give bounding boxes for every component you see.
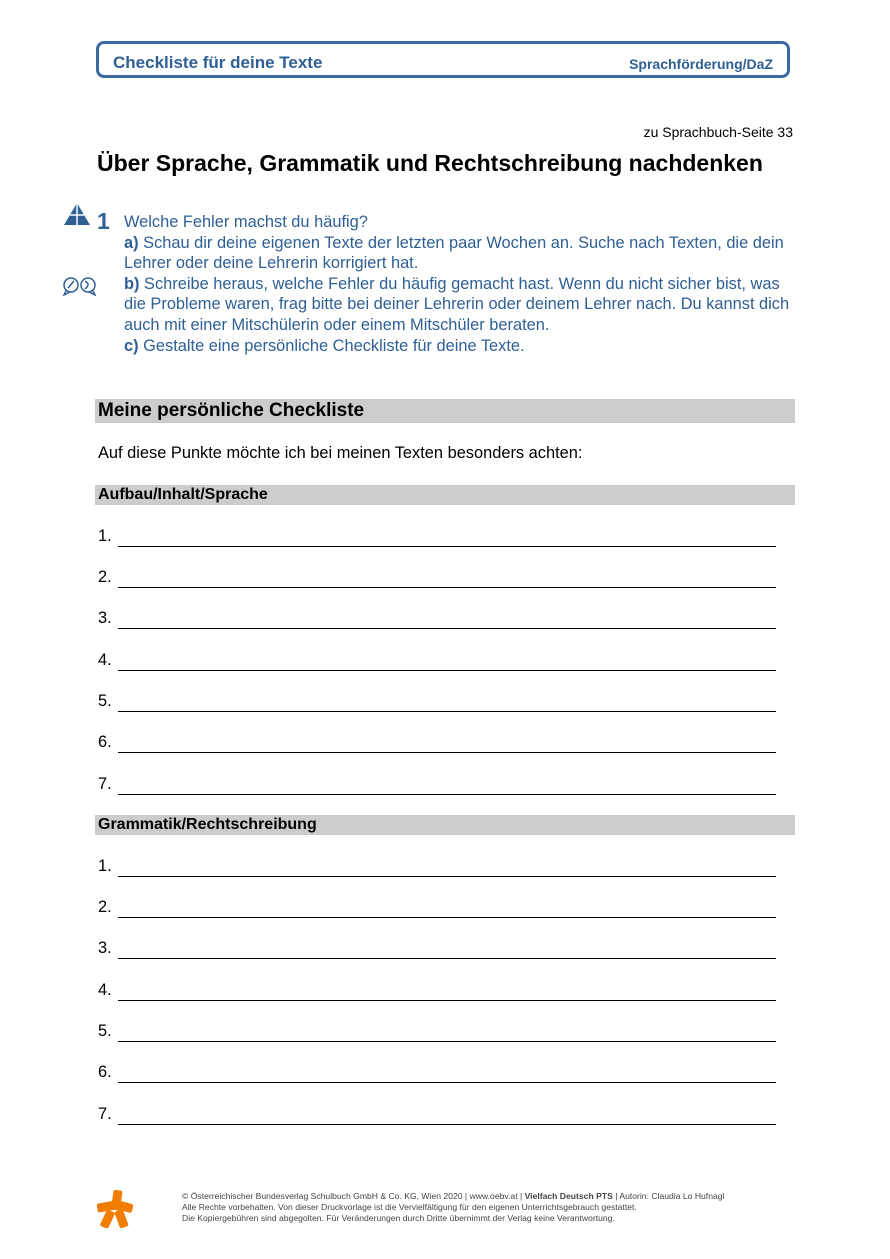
checklist-line[interactable] bbox=[98, 733, 778, 755]
task-part-c bbox=[124, 336, 804, 357]
triangle-level-icon bbox=[64, 203, 90, 225]
speech-bubbles-icon bbox=[62, 276, 98, 296]
write-line bbox=[118, 670, 776, 671]
task-question: Welche Fehler machst du häufig? bbox=[124, 213, 368, 231]
task-part-b bbox=[124, 274, 804, 336]
write-line bbox=[118, 1082, 776, 1083]
checklist-line[interactable] bbox=[98, 609, 778, 631]
line-number: 5. bbox=[98, 1022, 112, 1040]
footer-series: Vielfach Deutsch PTS bbox=[524, 1191, 613, 1201]
line-number: 4. bbox=[98, 981, 112, 999]
line-number: 1. bbox=[98, 527, 112, 545]
write-line bbox=[118, 711, 776, 712]
line-number: 7. bbox=[98, 775, 112, 793]
footer-author: | Autorin: Claudia Lo Hufnagl bbox=[612, 1191, 725, 1201]
checklist-heading: Meine persönliche Checkliste bbox=[95, 399, 795, 423]
task-a-text: Schau dir deine eigenen Texte der letzten paar Wochen an. Suche nach Texten, die dein Lehrer oder deine Lehrerin korrigiert hat. bbox=[124, 233, 784, 273]
line-number: 6. bbox=[98, 1063, 112, 1081]
task-instructions bbox=[124, 212, 804, 356]
write-line bbox=[118, 587, 776, 588]
line-number: 1. bbox=[98, 857, 112, 875]
write-line bbox=[118, 876, 776, 877]
write-line bbox=[118, 1000, 776, 1001]
write-line bbox=[118, 917, 776, 918]
task-number: 1 bbox=[97, 208, 110, 234]
checklist-line[interactable] bbox=[98, 857, 778, 879]
checklist-line[interactable] bbox=[98, 939, 778, 961]
task-part-a bbox=[124, 233, 804, 274]
line-number: 3. bbox=[98, 609, 112, 627]
task-c-text: Gestalte eine persönliche Checkliste für deine Texte. bbox=[143, 336, 525, 355]
checklist-intro: Auf diese Punkte möchte ich bei meinen Texten besonders achten: bbox=[98, 444, 583, 462]
checklist-line[interactable] bbox=[98, 527, 778, 549]
footer-line-1 bbox=[182, 1191, 724, 1202]
write-line bbox=[118, 752, 776, 753]
checklist-line[interactable] bbox=[98, 1105, 778, 1127]
task-a-label: a) bbox=[124, 233, 139, 252]
write-line bbox=[118, 958, 776, 959]
write-line bbox=[118, 628, 776, 629]
line-number: 4. bbox=[98, 651, 112, 669]
section-aufbau-heading: Aufbau/Inhalt/Sprache bbox=[95, 485, 795, 505]
line-number: 2. bbox=[98, 568, 112, 586]
line-number: 3. bbox=[98, 939, 112, 957]
write-line bbox=[118, 546, 776, 547]
header-box bbox=[96, 41, 790, 78]
footer-line-2: Alle Rechte vorbehalten. Von dieser Druckvorlage ist die Vervielfältigung für den eigenen Unterrichtsgebrauch gestattet. bbox=[182, 1202, 637, 1212]
footer-line-3: Die Kopiergebühren sind abgegolten. Für Veränderungen durch Dritte übernimmt der Verlag keine Verantwortung. bbox=[182, 1213, 615, 1223]
checklist-line[interactable] bbox=[98, 692, 778, 714]
task-b-text: Schreibe heraus, welche Fehler du häufig gemacht hast. Wenn du nicht sicher bist, was die Probleme waren, frag bitte bei deiner Lehrerin oder deinem Lehrer nach. Du kannst dich auch mit einer Mitschülerin oder einem Mitschüler beraten. bbox=[124, 274, 790, 334]
task-c-label: c) bbox=[124, 336, 139, 355]
page-title: Über Sprache, Grammatik und Rechtschreibung nachdenken bbox=[97, 150, 763, 176]
checklist-line[interactable] bbox=[98, 775, 778, 797]
checklist-line[interactable] bbox=[98, 981, 778, 1003]
write-line bbox=[118, 794, 776, 795]
page-reference: zu Sprachbuch-Seite 33 bbox=[643, 124, 793, 140]
checklist-line[interactable] bbox=[98, 1022, 778, 1044]
task-b-label: b) bbox=[124, 274, 140, 293]
checklist-line[interactable] bbox=[98, 651, 778, 673]
line-number: 5. bbox=[98, 692, 112, 710]
write-line bbox=[118, 1041, 776, 1042]
header-title: Checkliste für deine Texte bbox=[113, 53, 323, 72]
publisher-logo-icon bbox=[97, 1190, 133, 1228]
header-category: Sprachförderung/DaZ bbox=[629, 56, 773, 72]
checklist-line[interactable] bbox=[98, 1063, 778, 1085]
checklist-line[interactable] bbox=[98, 568, 778, 590]
checklist-line[interactable] bbox=[98, 898, 778, 920]
line-number: 6. bbox=[98, 733, 112, 751]
line-number: 2. bbox=[98, 898, 112, 916]
footer-publisher: © Österreichischer Bundesverlag Schulbuch GmbH & Co. KG, Wien 2020 | www.oebv.at | bbox=[182, 1191, 525, 1201]
line-number: 7. bbox=[98, 1105, 112, 1123]
write-line bbox=[118, 1124, 776, 1125]
section-grammatik-heading: Grammatik/Rechtschreibung bbox=[95, 815, 795, 835]
footer-copyright bbox=[182, 1191, 724, 1224]
